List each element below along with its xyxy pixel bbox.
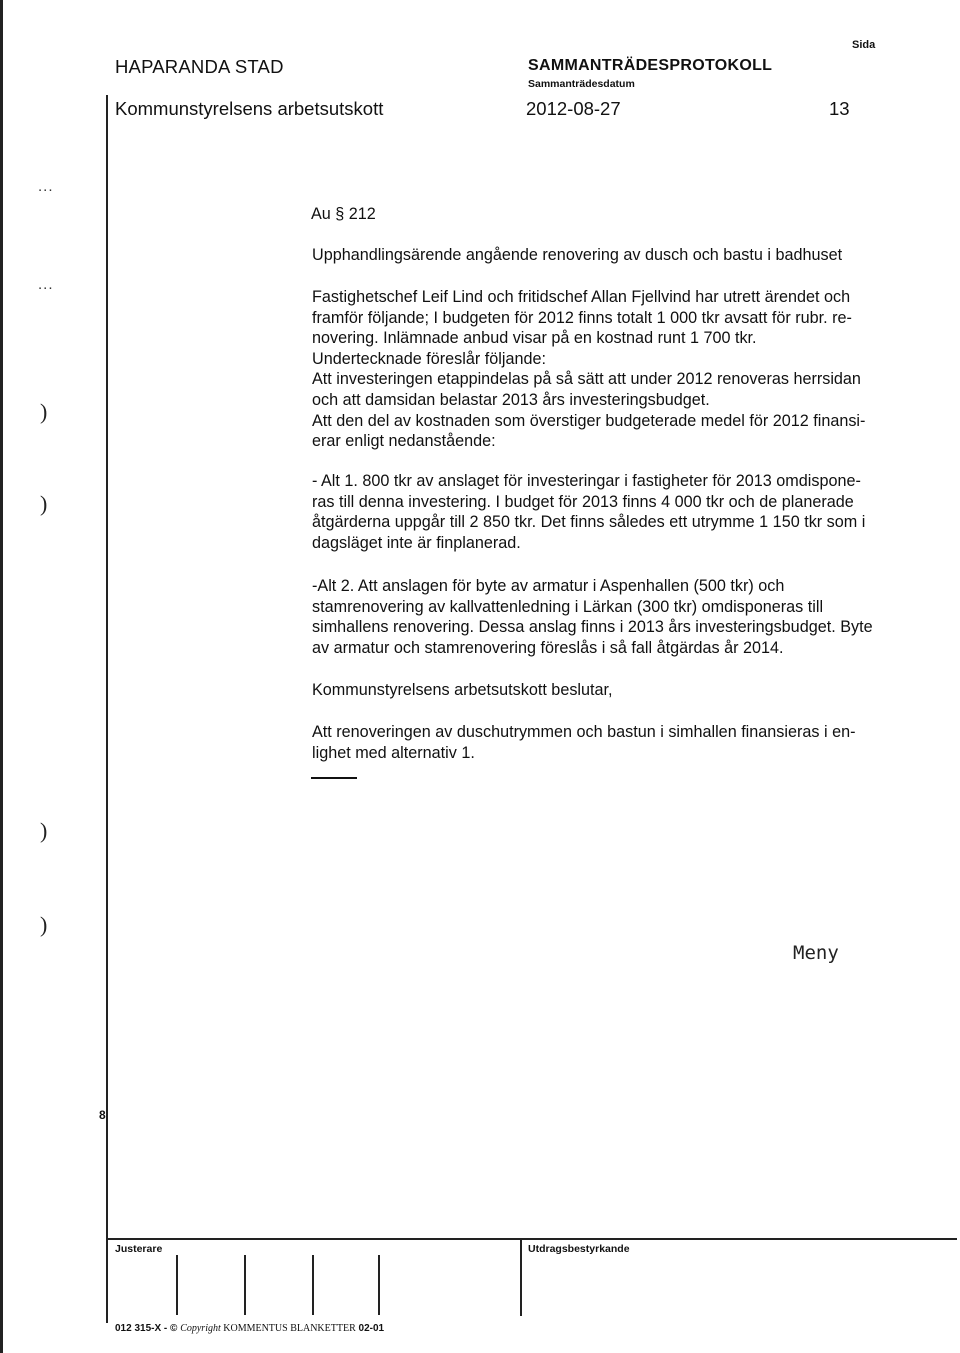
text-line: framför följande; I budgeten för 2012 finns totalt 1 000 tkr avsatt för rubr. re- [312,308,852,327]
signature-box-tick-2 [244,1255,246,1315]
date-label: Sammanträdesdatum [528,78,635,90]
paragraph-reference: Au § 212 [311,205,376,223]
extract-label: Utdragsbestyrkande [528,1243,630,1255]
footer-divider [520,1238,522,1316]
verifier-label: Justerare [115,1243,163,1255]
section-end-rule [311,777,357,779]
text-line: -Alt 2. Att anslagen för byte av armatur i Aspenhallen (500 tkr) och [312,577,785,595]
margin-paren-1: ) [40,399,48,424]
text-line: Att den del av kostnaden som överstiger budgeterade medel för 2012 finansi- [312,411,866,430]
organization-name: HAPARANDA STAD [115,56,284,77]
margin-paren-4: ) [40,912,48,937]
text-line: - Alt 1. 800 tkr av anslaget för investeringar i fastigheter för 2013 omdispone- [312,472,861,490]
text-line: simhallens renovering. Dessa anslag finns i 2013 års investeringsbudget. Byte [312,618,873,637]
document-title: SAMMANTRÄDESPROTOKOLL [528,57,773,74]
form-code [115,1323,384,1334]
alternative-1-paragraph [312,471,932,553]
text-line: Att renoveringen av duschutrymmen och bastun i simhallen finansieras i en- [312,723,856,741]
decision-intro: Kommunstyrelsens arbetsutskott beslutar, [312,681,613,699]
text-line: erar enligt nedanstående: [312,432,496,451]
committee-name: Kommunstyrelsens arbetsutskott [115,98,384,119]
text-line: Undertecknade föreslår följande: [312,349,546,368]
section-subject: Upphandlingsärende angående renovering av dusch och bastu i badhuset [312,246,843,264]
text-line: Fastighetschef Leif Lind och fritidschef Allan Fjellvind har utrett ärendet och [312,288,851,306]
form-code-publisher: KOMMENTUS BLANKETTER [220,1323,356,1334]
signature-box-tick-1 [176,1255,178,1315]
decision-paragraph [312,722,932,763]
form-code-suffix: 02-01 [355,1323,385,1334]
signature-box-tick-4 [378,1255,380,1315]
menu-link[interactable]: Meny [793,942,839,964]
text-line: Att investeringen etappindelas på så sätt att under 2012 renoveras herrsidan [312,370,861,389]
text-line: av armatur och stamrenovering föreslås i så fall åtgärdas år 2014. [312,638,784,657]
text-line: lighet med alternativ 1. [312,743,475,762]
text-line: stamrenovering av kallvattenledning i Lärkan (300 tkr) omdisponeras till [312,597,824,616]
left-edge-rule [0,0,3,1353]
left-binding-rule [106,95,108,1323]
text-line: åtgärderna uppgår till 2 850 tkr. Det finns således ett utrymme 1 150 tkr som i [312,513,866,532]
margin-paren-3: ) [40,818,48,843]
form-code-prefix: 012 315-X - © [115,1323,181,1334]
text-line: dagsläget inte är finplanerad. [312,533,521,552]
page-marker: 8 [99,1108,106,1122]
meeting-date: 2012-08-27 [526,98,621,119]
alternative-2-paragraph [312,576,932,658]
signature-box-tick-3 [312,1255,314,1315]
margin-paren-2: ) [40,491,48,516]
intro-paragraph [312,287,932,452]
text-line: novering. Inlämnade anbud visar på en kostnad runt 1 700 tkr. [312,329,757,348]
margin-dots-1: ... [38,178,54,195]
text-line: och att damsidan belastar 2013 års investeringsbudget. [312,390,710,409]
footer-top-rule [106,1238,957,1240]
form-code-copyright: Copyright [180,1323,221,1334]
text-line: ras till denna investering. I budget för 2013 finns 4 000 tkr och de planerade [312,492,854,511]
page-number: 13 [829,98,850,119]
page-label: Sida [852,39,876,51]
margin-dots-2: ... [38,276,54,293]
